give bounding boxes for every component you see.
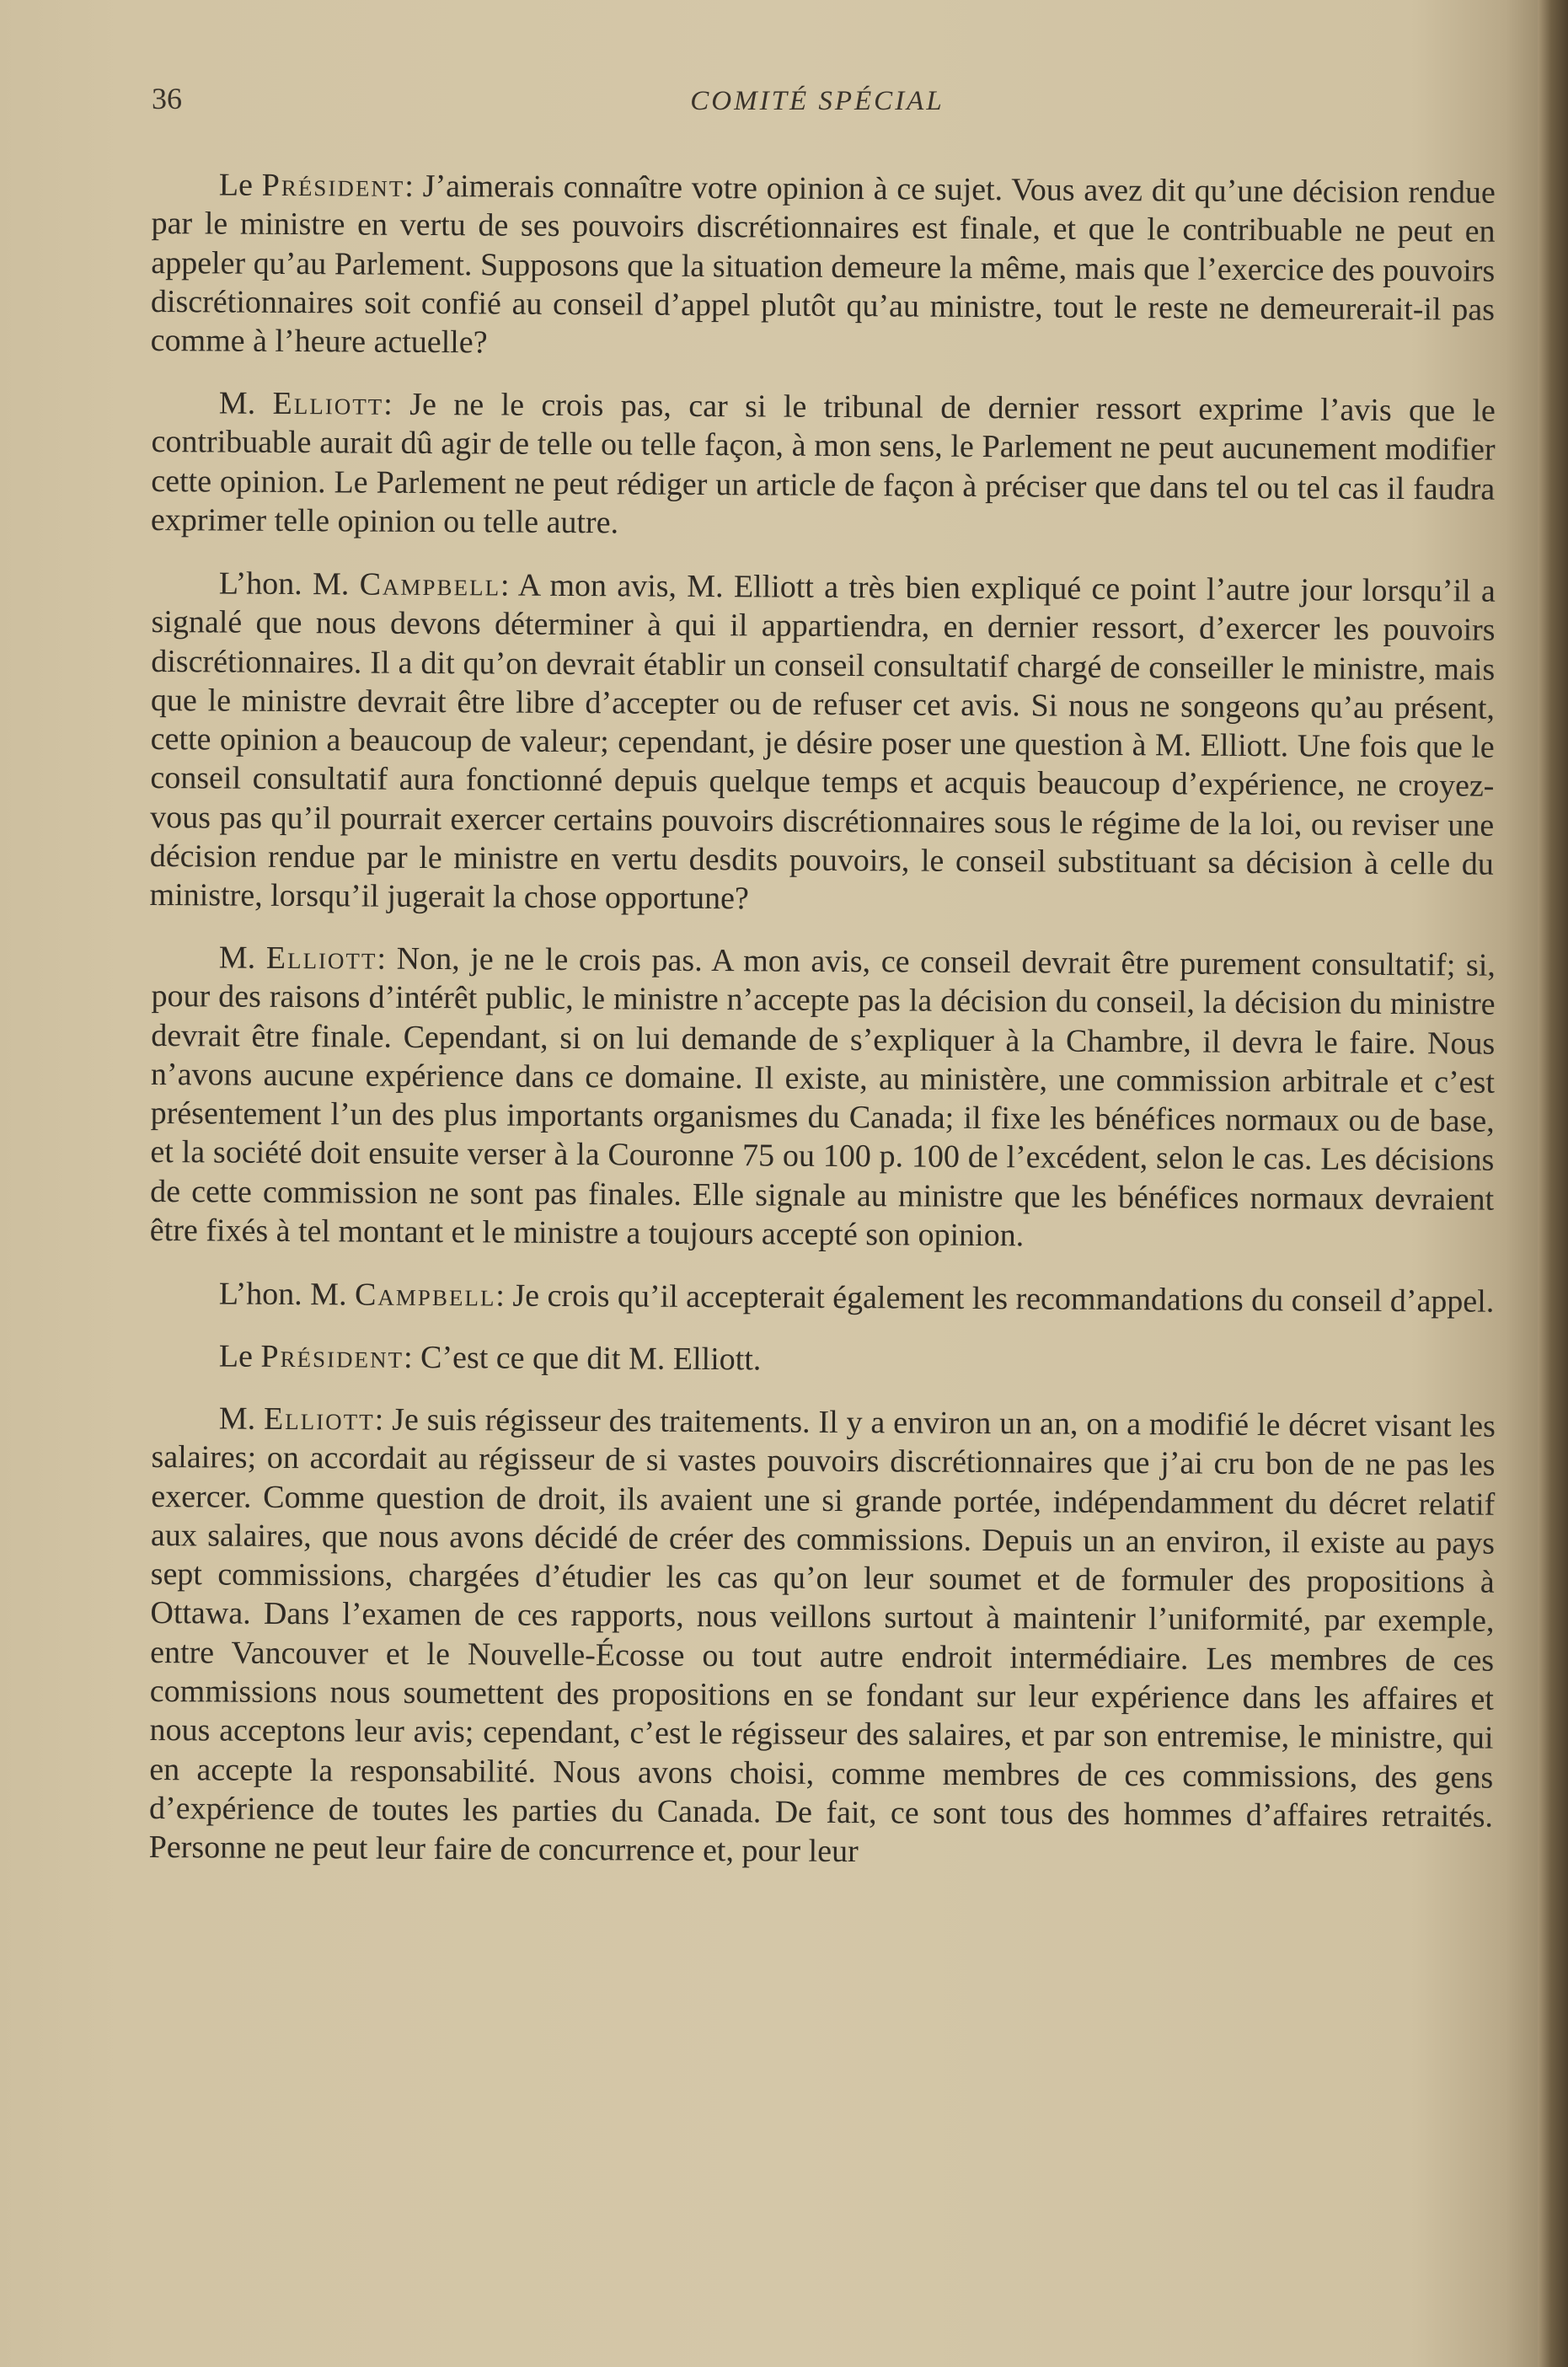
paragraph-text: : J’aimerais connaître votre opinion à ce sujet. Vous avez dit qu’une décision rendue par le ministre en vertu de ses pouvoirs discrétionnaires est finale, et que le contribuable ne peut en appeler qu’au Parlement. Supposons que la situation demeure la même, mais que l’exercice des pouvoirs discrétionnaires soit confié au conseil d’appel plutôt qu’au ministre, tout le reste ne demeurerait-il pas comme à l’heure actuelle? [150,168,1496,361]
speaker-name: Elliott [272,386,384,423]
speaker-name: Président [261,167,405,204]
speaker-name: Campbell [359,566,501,603]
paragraph-text: : A mon avis, M. Elliott a très bien expliqué ce point l’autre jour lorsqu’il a signalé que nous devons déterminer à qui il appartiendra, en dernier ressort, d’exercer les pouvoirs discrétionnaires. Il a dit qu’on devrait établir un conseil consultatif chargé de conseiller le ministre, mais que le ministre devrait être libre d’accepter ou de refuser cet avis. Si nous ne songeons qu’au présent, cette opinion a beaucoup de valeur; cependant, je désire poser une question à M. Elliott. Une fois que le conseil consultatif aura fonctionné depuis quelque temps et acquis beaucoup d’expérience, ne croyez-vous pas qu’il pourrait exercer certains pouvoirs discrétionnaires sous le régime de la loi, ou reviser une décision rendue par le ministre en vertu desdits pouvoirs, le conseil substituant sa décision à celle du ministre, lorsqu’il jugerait la chose opportune? [149,567,1496,917]
running-title: COMITÉ SPÉCIAL [690,86,945,116]
page-number: 36 [152,82,182,115]
running-head [152,81,1483,128]
paragraph [151,165,1496,368]
speaker-prefix: L’hon. M. [218,565,360,602]
paragraph-text: : C’est ce que dit M. Elliott. [403,1339,762,1378]
paragraph [150,938,1496,1258]
speaker-prefix: Le [218,1338,261,1374]
speaker-name: Campbell [354,1277,496,1314]
paragraph [149,564,1496,923]
speaker-prefix: M. [218,1400,265,1438]
paragraph [152,1274,1496,1321]
speaker-name: Elliott [263,1401,375,1438]
paragraph-text: : Je crois qu’il accepterait également les recommandations du conseil d’appel. [495,1277,1495,1320]
paragraph-text: : Je suis régisseur des traitements. Il y a environ un an, on a modifié le décret visant les salaires; on accordait au régisseur de si vastes pouvoirs discrétionnaires que j’ai cru bon de ne pas les exercer. Comme question de droit, ils avaient une si grande portée, indépendamment du décret relatif aux salaires, que nous avons décidé de créer des commissions. Depuis un an environ, il existe au pays sept commissions, chargées d’étudier les cas qu’on leur soumet et de formuler des propositions à Ottawa. Dans l’examen de ces rapports, nous veillons surtout à maintenir l’uniformité, par exemple, entre Vancouver et le Nouvelle-Écosse ou tout autre endroit intermédiaire. Les membres de ces commissions nous soumettent des propositions en se fondant sur leur expérience dans les affaires et nous acceptons leur avis; cependant, c’est le régisseur des salaires, et par son entremise, le ministre, qui en accepte la responsabilité. Nous avons choisi, comme membres de ces commissions, des gens d’expérience de toutes les parties du Canada. De fait, ce sont tous des hommes d’affaires retraités. Personne ne peut leur faire de concurrence et, pour leur [148,1401,1496,1870]
paragraph-text: : Non, je ne le crois pas. A mon avis, ce conseil devrait être purement consultatif; si, pour des raisons d’intérêt public, le ministre n’accepte pas la décision du conseil, la décision du ministre devrait être finale. Cependant, si on lui demande de s’expliquer à la Chambre, il devra le faire. Nous n’avons aucune expérience dans ce domaine. Il existe, au ministère, une commission arbitrale et c’est présentement l’un des plus importants organismes du Canada; il fixe les bénéfices normaux ou de base, et la société doit ensuite verser à la Couronne 75 ou 100 p. 100 de l’excédent, selon le cas. Les décisions de cette commission ne sont pas finales. Elle signale au ministre que les bénéfices normaux devraient être fixés à tel montant et le ministre a toujours accepté son opinion. [149,940,1496,1254]
speaker-prefix: M. [218,385,273,422]
paragraph-text: : Je ne le crois pas, car si le tribunal de dernier ressort exprime l’avis que le contribuable aurait dû agir de telle ou telle façon, à mon sens, le Parlement ne peut aucunement modifier cette opinion. Le Parlement ne peut rédiger un article de façon à préciser que dans tel ou tel cas il faudra exprimer telle opinion ou telle autre. [150,387,1496,541]
body-text [148,165,1496,1891]
paragraph [152,1336,1496,1384]
paragraph [151,383,1496,548]
paragraph [149,1399,1496,1875]
speaker-prefix: Le [218,167,262,203]
speaker-name: Elliott [265,940,377,977]
speaker-prefix: M. [218,940,266,977]
book-spine-shadow [1538,0,1568,2367]
speaker-prefix: L’hon. M. [218,1276,356,1313]
speaker-name: Président [260,1338,404,1375]
